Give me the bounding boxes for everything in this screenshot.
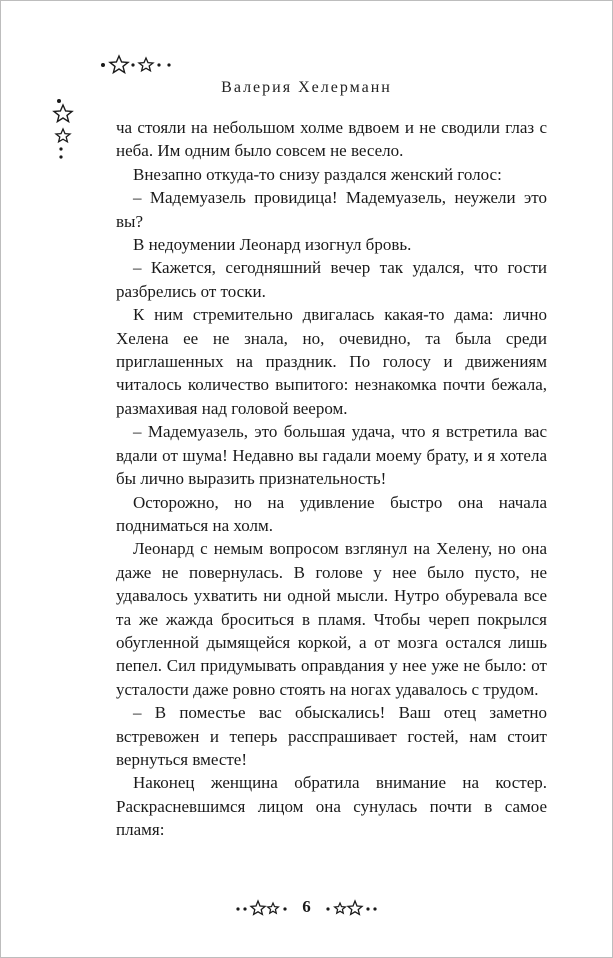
paragraph: Леонард с немым вопросом взглянул на Хелену, но она даже не повернулась. В голове у нее было пусто, не удавалось ухватить ни одной мысли. Нутро обуревала все та же жажда броситься в пламя. Чтобы череп покрылся обугленной дымящейся коркой, а от мозга остался лишь пепел. Сил придумывать оправдания у нее уже не было: от усталости даже ровно стоять на ногах удавалось с трудом. xyxy=(116,539,547,699)
paragraph: ча стояли на небольшом холме вдвоем и не сводили глаз с неба. Им одним было совсем не весело. xyxy=(116,118,547,161)
body-text xyxy=(116,116,547,842)
paragraph: Наконец женщина обратила внимание на костер. Раскрасневшимся лицом она сунулась почти в самое пламя: xyxy=(116,773,547,840)
running-header-author: Валерия Хелерманн xyxy=(221,79,392,96)
paragraph: – Кажется, сегодняшний вечер так удался, что гости разбрелись от тоски. xyxy=(116,258,547,301)
page-footer xyxy=(1,897,612,917)
stars-ornament-icon xyxy=(234,898,292,916)
paragraph: – В поместье вас обыскались! Ваш отец заметно встревожен и теперь расспрашивает гостей, нам стоит вернуться вместе! xyxy=(116,703,547,769)
paragraph: К ним стремительно двигалась какая-то дама: лично Хелена ее не знала, но, очевидно, та была среди приглашенных на праздник. По голосу и движениям читалось количество выпитого: незнакомка почти бежала, размахивая над головой веером. xyxy=(116,305,547,418)
paragraph: Осторожно, но на удивление быстро она начала подниматься на холм. xyxy=(116,492,547,535)
page-number: 6 xyxy=(302,897,311,916)
stars-ornament-icon xyxy=(321,898,379,916)
paragraph: В недоумении Леонард изогнул бровь. xyxy=(133,235,412,255)
paragraph: Внезапно откуда-то снизу раздался женский голос: xyxy=(133,164,502,184)
paragraph: – Мадемуазель, это большая удача, что я встретила вас вдали от шума! Недавно вы гадали моему брату, и я хотела бы лично выразить признательность! xyxy=(116,422,547,489)
paragraph: – Мадемуазель провидица! Мадемуазель, неужели это вы? xyxy=(116,188,547,231)
